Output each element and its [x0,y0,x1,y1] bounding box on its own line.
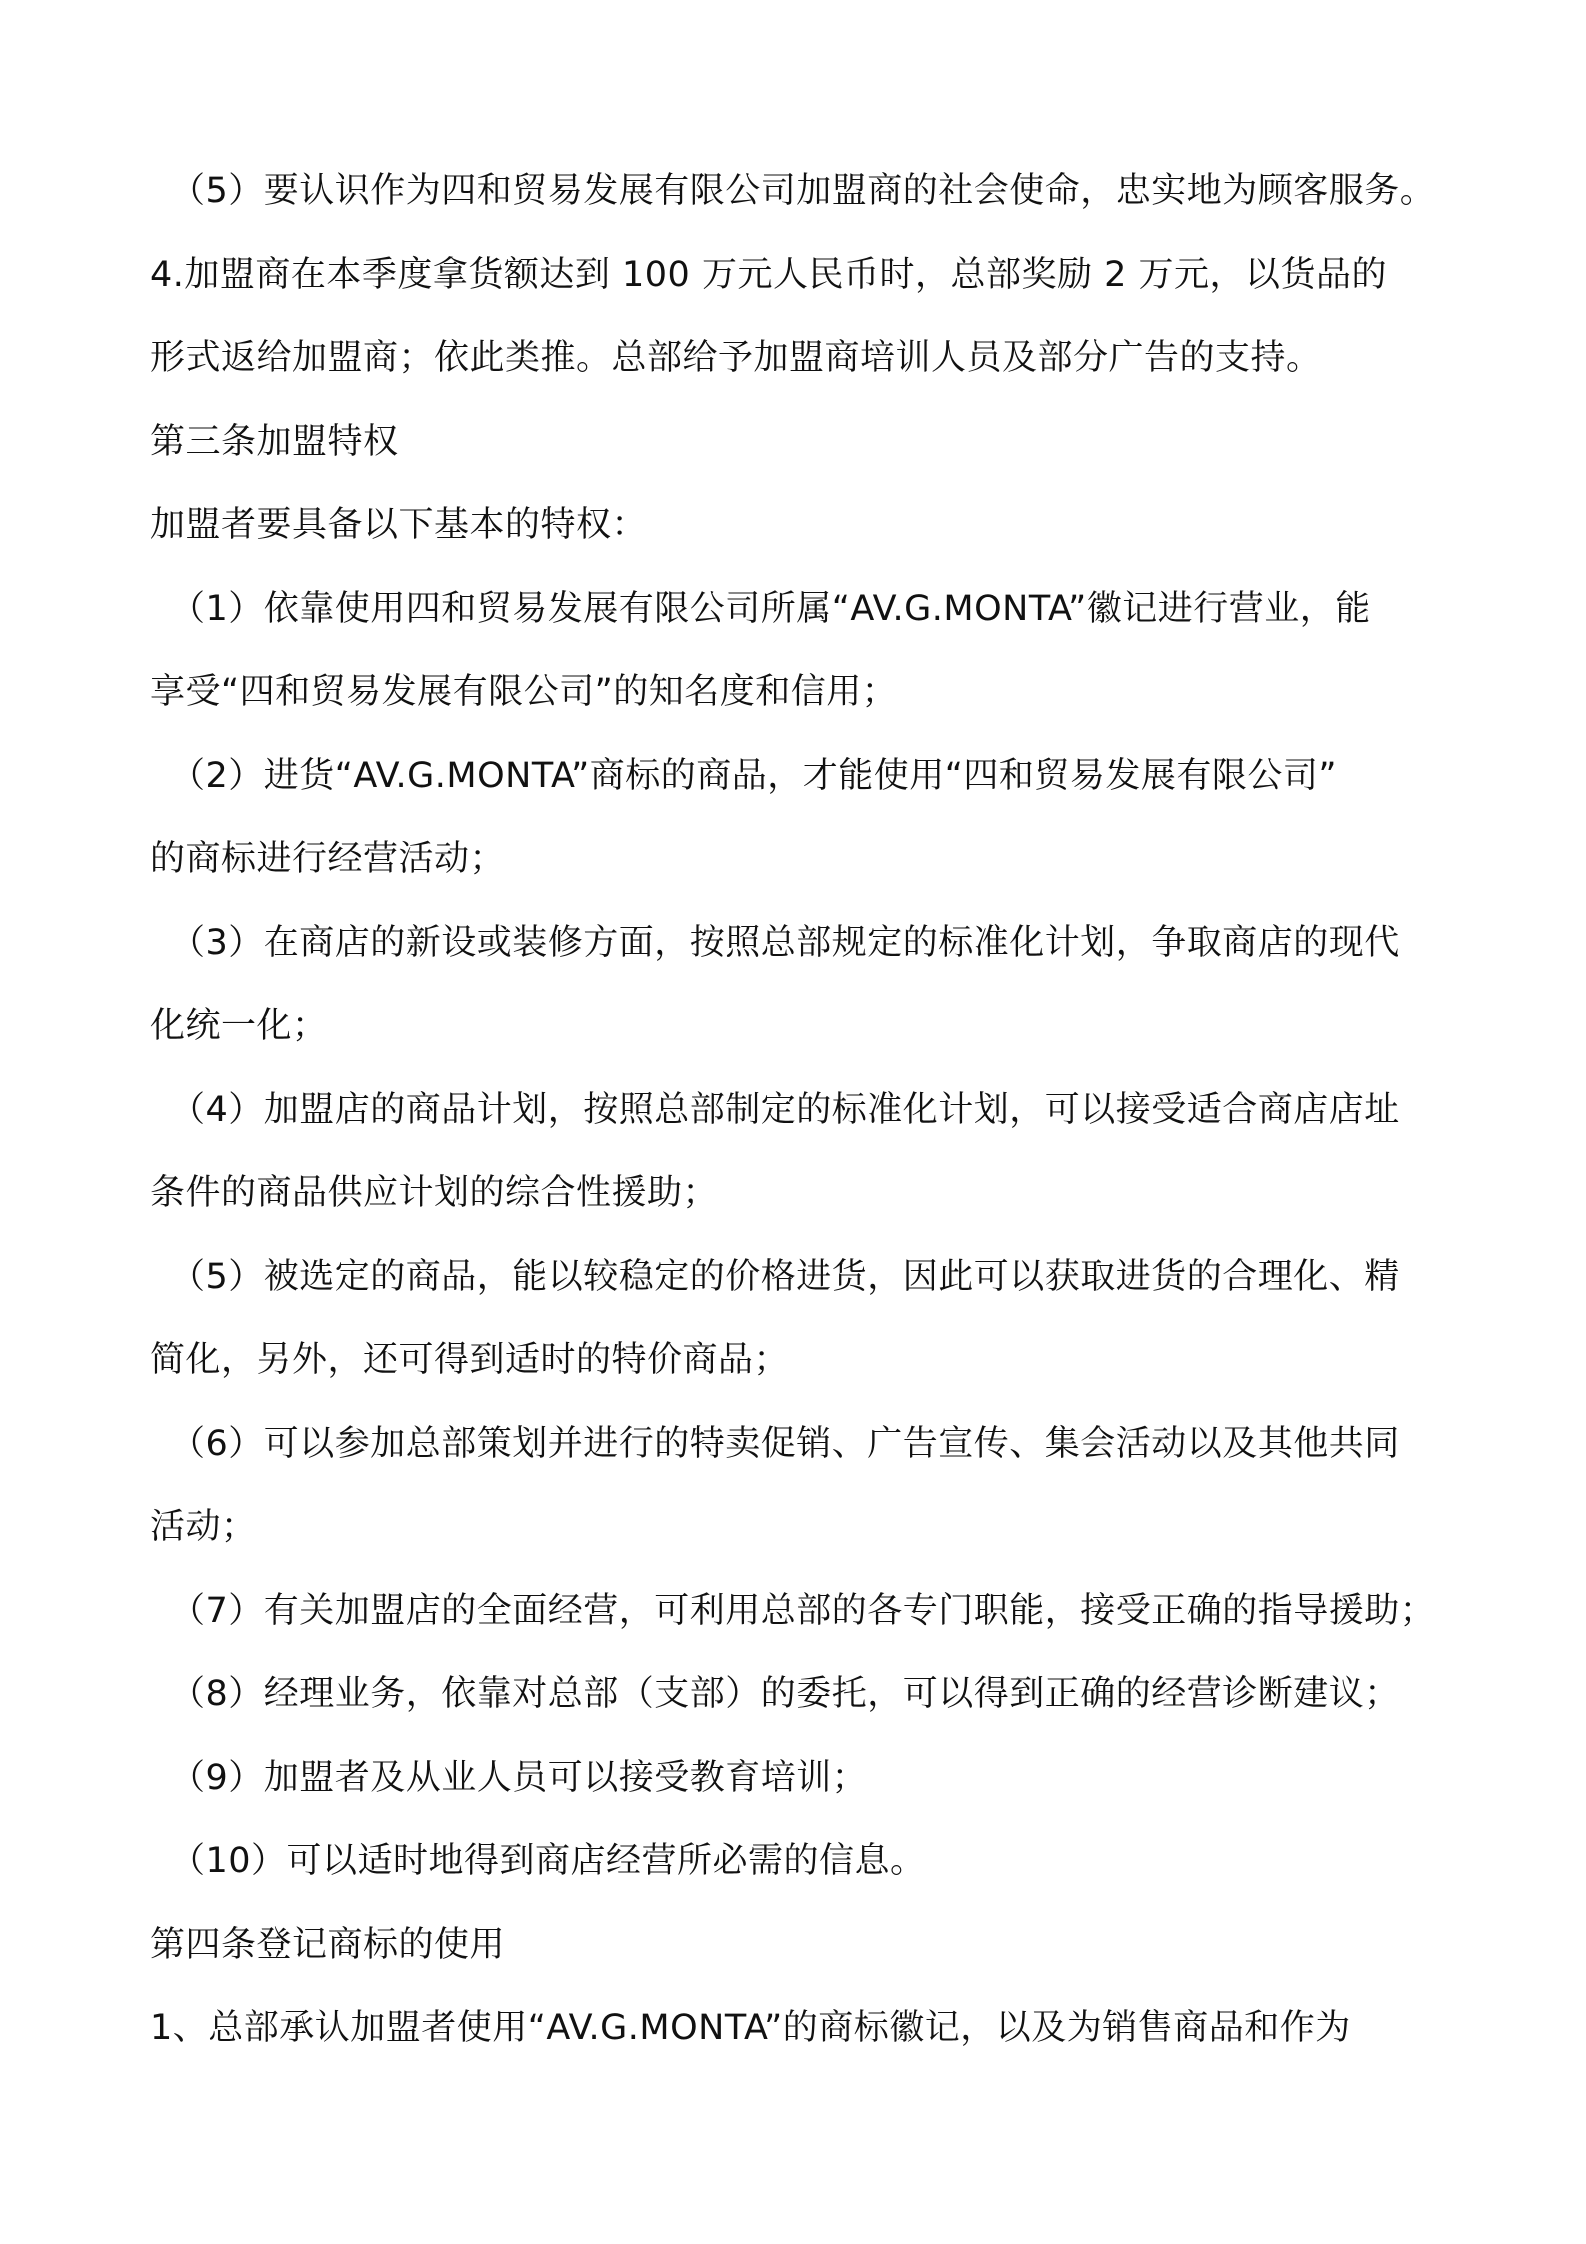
item-4-reward-cont: 形式返给加盟商；依此类推。总部给予加盟商培训人员及部分广告的支持。 [150,338,1322,378]
privilege-5-cont: 简化，另外，还可得到适时的特价商品； [150,1340,790,1380]
section-heading-3: 第三条加盟特权 [150,421,399,462]
section-heading-4: 第四条登记商标的使用 [150,1924,506,1965]
privilege-7: （7）有关加盟店的全面经营，可利用总部的各专门职能，接受正确的指导援助； [170,1590,1436,1631]
privilege-2: （2）进货“AV.G.MONTA”商标的商品，才能使用“四和贸易发展有限公司” [170,755,1338,796]
privilege-1: （1）依靠使用四和贸易发展有限公司所属“AV.G.MONTA”徽记进行营业，能 [170,588,1371,629]
privileges-intro: 加盟者要具备以下基本的特权： [150,505,648,545]
privilege-9: （9）加盟者及从业人员可以接受教育培训； [170,1757,868,1798]
privilege-6-cont: 活动； [150,1507,257,1547]
trademark-clause-1: 1、总部承认加盟者使用“AV.G.MONTA”的商标徽记，以及为销售商品和作为 [150,2008,1351,2048]
privilege-6: （6）可以参加总部策划并进行的特卖促销、广告宣传、集会活动以及其他共同 [170,1423,1400,1464]
privilege-8: （8）经理业务，依靠对总部（支部）的委托，可以得到正确的经营诊断建议； [170,1674,1400,1714]
privilege-10: （10）可以适时地得到商店经营所必需的信息。 [170,1841,926,1881]
privilege-4-cont: 条件的商品供应计划的综合性援助； [150,1173,719,1213]
privilege-2-cont: 的商标进行经营活动； [150,839,506,879]
document-body [150,150,1450,2071]
privilege-3: （3）在商店的新设或装修方面，按照总部规定的标准化计划，争取商店的现代 [170,922,1400,963]
privilege-3-cont: 化统一化； [150,1006,328,1046]
item-4-reward: 4.加盟商在本季度拿货额达到 100 万元人民币时，总部奖励 2 万元，以货品的 [150,254,1387,295]
clause-5-social-mission: （5）要认识作为四和贸易发展有限公司加盟商的社会使命，忠实地为顾客服务。 [170,171,1436,211]
privilege-1-cont: 享受“四和贸易发展有限公司”的知名度和信用； [150,672,898,712]
privilege-4: （4）加盟店的商品计划，按照总部制定的标准化计划，可以接受适合商店店址 [170,1089,1400,1130]
privilege-5: （5）被选定的商品，能以较稳定的价格进货，因此可以获取进货的合理化、精 [170,1256,1400,1297]
